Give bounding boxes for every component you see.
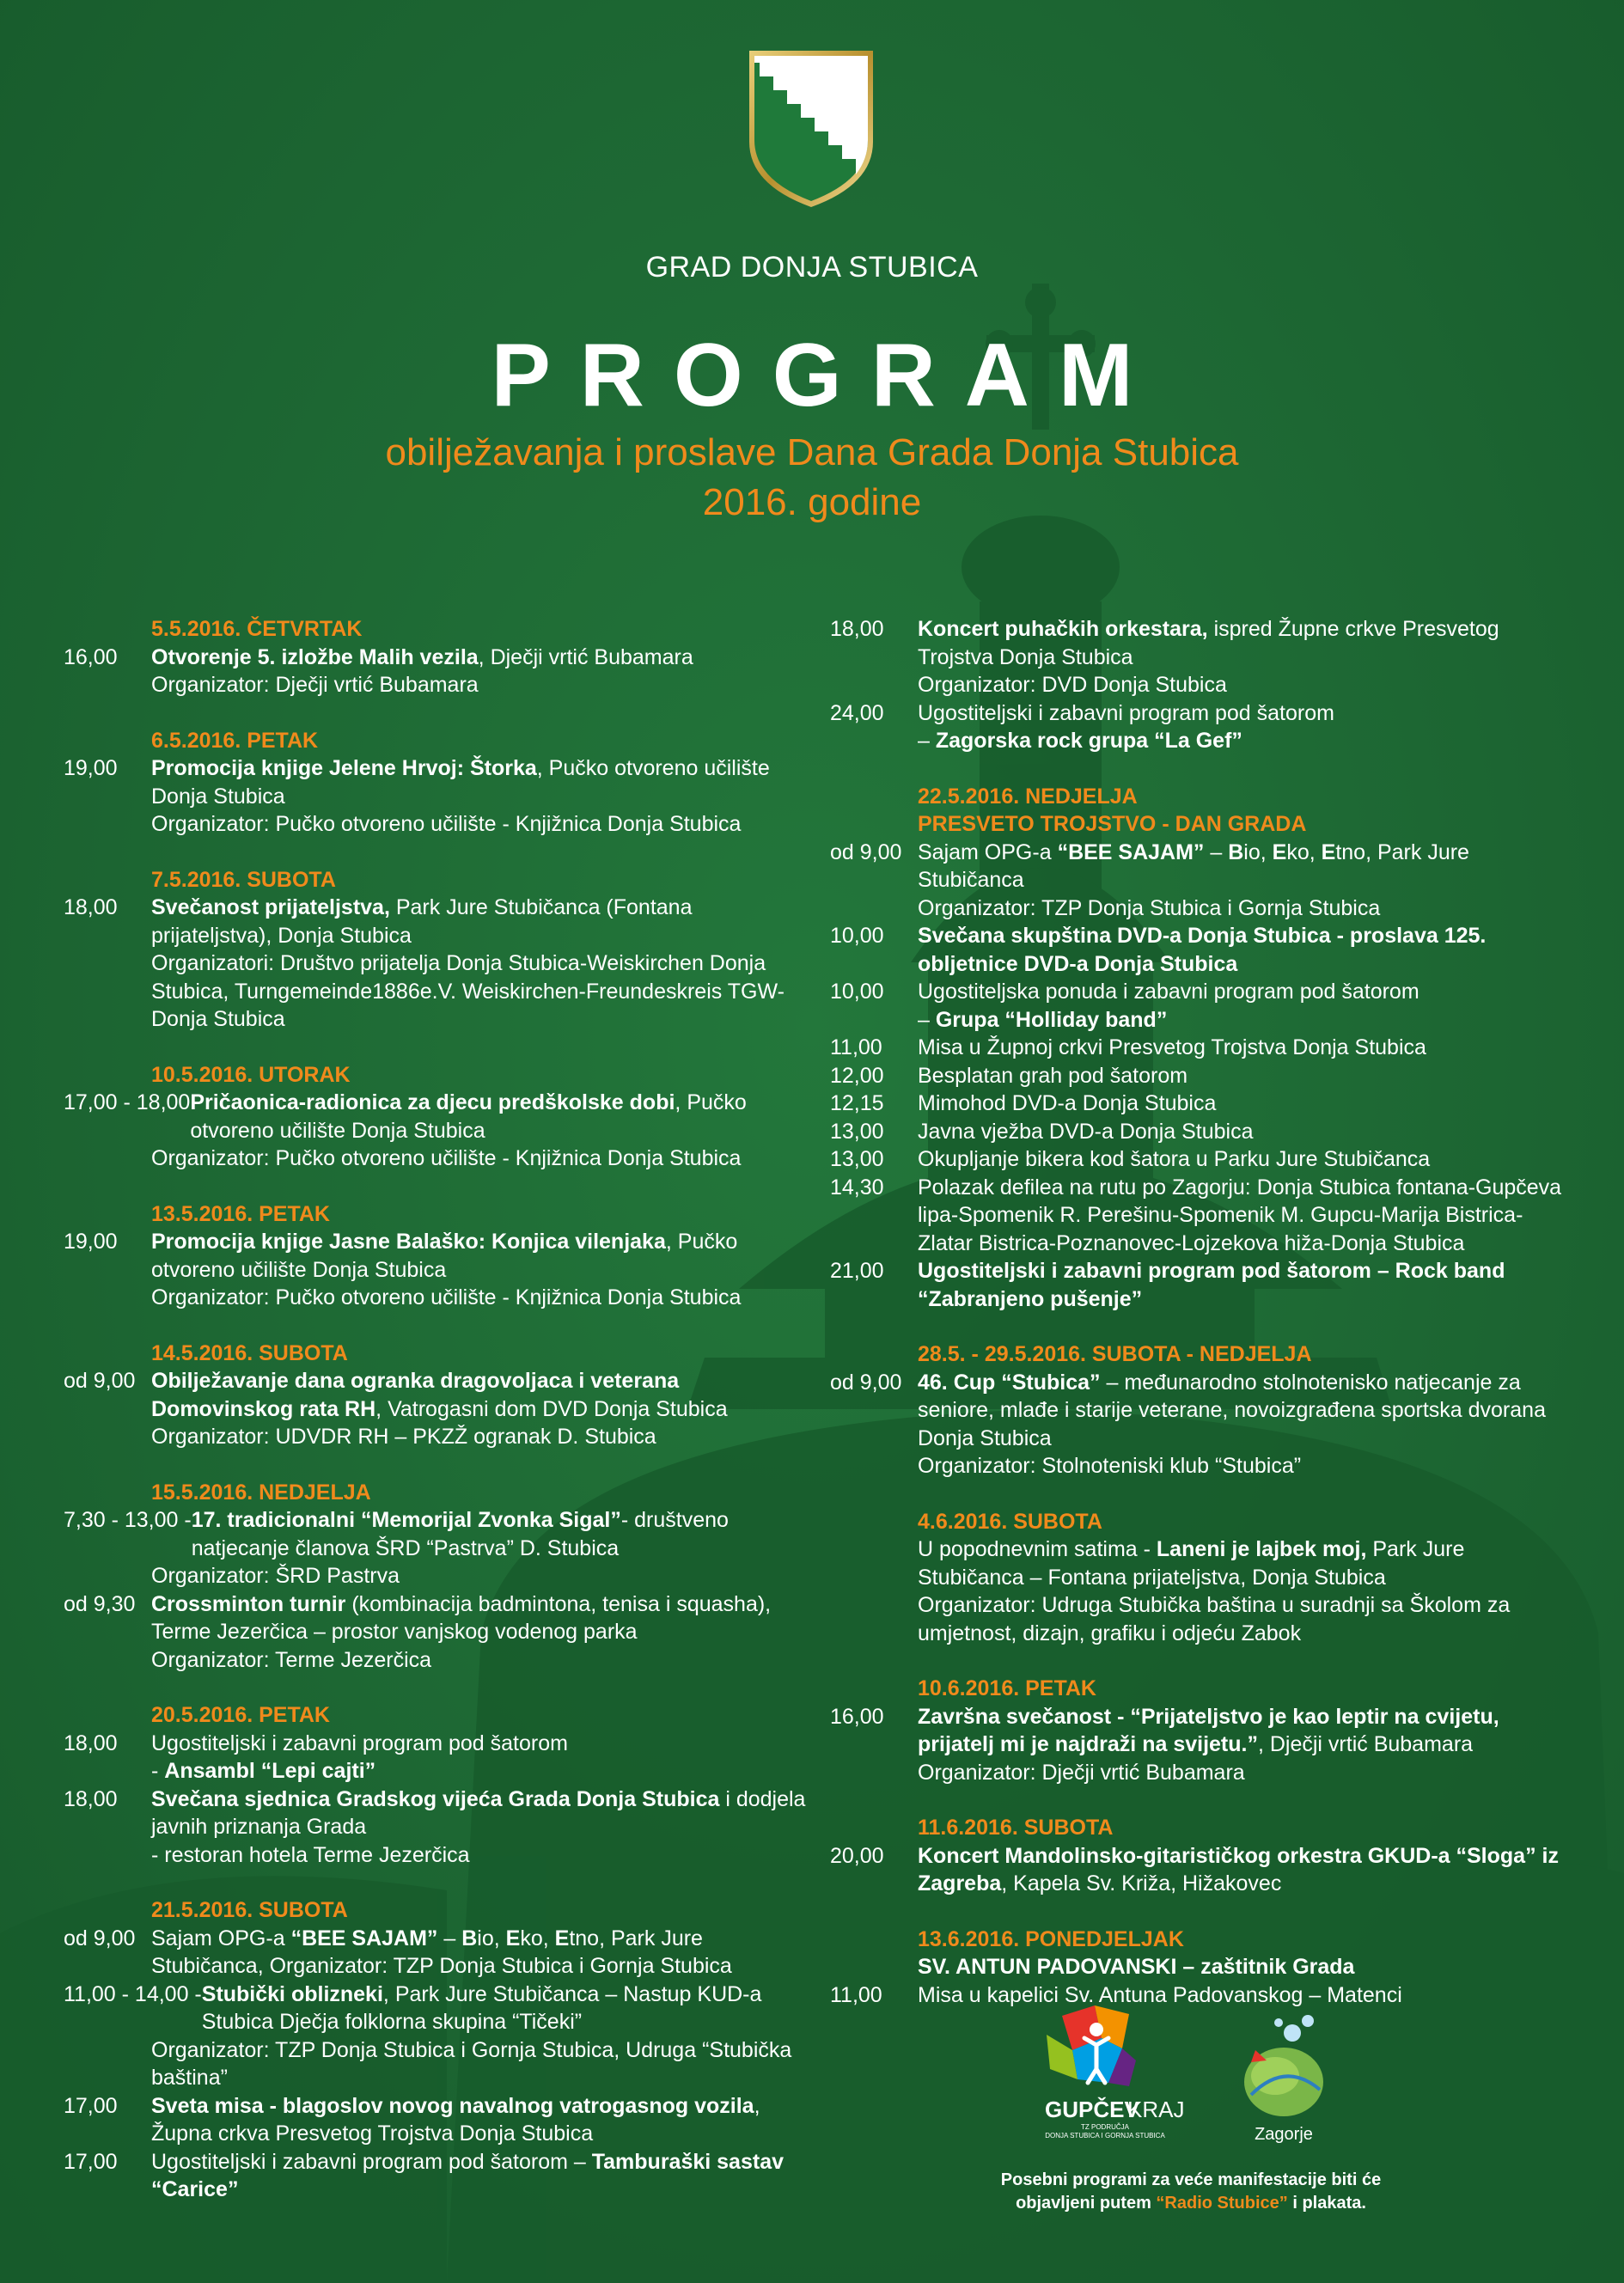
schedule-event <box>64 1590 811 1675</box>
event-description: Sajam OPG-a “BEE SAJAM” – Bio, Eko, Etno, Park Jure Stubičanca <box>918 839 1469 892</box>
event-detail: Organizator: DVD Donja Stubica <box>918 673 1227 697</box>
event-time: 14,30 <box>830 1175 884 1199</box>
schedule-event <box>830 978 1569 1034</box>
event-time: 10,00 <box>830 924 884 948</box>
event-row <box>64 644 811 672</box>
event-row <box>64 1590 811 1646</box>
event-time: 16,00 <box>830 1704 884 1729</box>
gupcev-logo-tag-1: TZ PODRUČJA <box>1081 2123 1129 2131</box>
event-date: 11.6.2016. SUBOTA <box>918 1816 1114 1840</box>
event-time: 11,00 <box>830 1035 882 1059</box>
event-time: 10,00 <box>830 980 884 1004</box>
event-description: Ugostiteljski i zabavni program pod šatorom <box>151 1731 568 1755</box>
event-description: Promocija knjige Jelene Hrvoj: Štorka, Pučko otvoreno učilište Donja Stubica <box>151 756 770 809</box>
event-description: Okupljanje bikera kod šatora u Parku Jure Stubičanca <box>918 1147 1431 1171</box>
schedule-event <box>830 1369 1569 1480</box>
event-description: Promocija knjige Jasne Balaško: Konjica vilenjaka, Pučko otvoreno učilište Donja Stubica <box>151 1230 738 1282</box>
event-row <box>830 1034 1569 1062</box>
event-row <box>830 839 1569 894</box>
event-detail: Organizator: Pučko otvoreno učilište - Knjižnica Donja Stubica <box>151 812 742 836</box>
event-time: od 9,00 <box>64 1369 136 1393</box>
schedule-event <box>64 754 811 839</box>
schedule-event <box>64 1506 811 1590</box>
event-time: 17,00 <box>64 2093 118 2118</box>
event-detail: Organizator: Pučko otvoreno učilište - Knjižnica Donja Stubica <box>151 1146 742 1170</box>
event-time: 7,30 - 13,00 - <box>64 1508 192 1532</box>
event-detail: Organizator: UDVDR RH – PKZŽ ogranak D. Stubica <box>151 1425 656 1449</box>
event-description: Koncert puhačkih orkestara, ispred Župne crkve Presvetog Trojstva Donja Stubica <box>918 617 1499 669</box>
event-description: Svečana sjednica Gradskog vijeća Grada Donja Stubica i dodjela javnih priznanja Grada <box>151 1786 806 1839</box>
event-time: 19,00 <box>64 1230 118 1254</box>
event-row <box>830 1174 1569 1258</box>
event-time: 12,15 <box>830 1091 884 1115</box>
event-description: Ugostiteljski i zabavni program pod šatorom <box>918 700 1334 725</box>
event-row <box>830 1118 1569 1146</box>
event-row <box>830 1090 1569 1118</box>
event-detail: Organizator: TZP Donja Stubica i Gornja Stubica <box>918 895 1381 920</box>
event-row <box>830 1257 1569 1313</box>
event-row <box>830 1842 1569 1898</box>
event-date: 13.5.2016. PETAK <box>151 1201 330 1226</box>
event-description: Ugostiteljski i zabavni program pod šatorom – Rock band “Zabranjeno pušenje” <box>918 1259 1505 1311</box>
event-detail: – Zagorska rock grupa “La Gef” <box>918 729 1242 753</box>
event-time: 17,00 - 18,00 <box>64 1090 191 1114</box>
gupcev-kraj-logo <box>1045 2005 1184 2140</box>
gupcev-logo-tag-2: DONJA STUBICA I GORNJA STUBICA <box>1045 2132 1165 2140</box>
event-date: 13.6.2016. PONEDJELJAK <box>918 1926 1184 1951</box>
event-date: 4.6.2016. SUBOTA <box>918 1509 1102 1534</box>
event-date: 28.5. - 29.5.2016. SUBOTA - NEDJELJA <box>918 1342 1312 1366</box>
schedule-event <box>830 1257 1569 1313</box>
schedule-event <box>830 922 1569 978</box>
schedule-day <box>830 1926 1569 2010</box>
event-description: U popodnevnim satima - Laneni je lajbek moj, Park Jure Stubičanca – Fontana prijateljstva, Donja Stubica <box>918 1537 1465 1590</box>
event-time: 12,00 <box>830 1063 884 1088</box>
event-time: 11,00 <box>830 1982 882 2007</box>
schedule-day <box>64 1061 811 1173</box>
event-description: Sajam OPG-a “BEE SAJAM” – Bio, Eko, Etno, Park Jure Stubičanca, Organizator: TZP Donja Stubica i Gornja Stubica <box>151 1926 732 1978</box>
schedule-event <box>830 699 1569 755</box>
event-row <box>830 699 1569 728</box>
schedule-event <box>64 1089 811 1173</box>
schedule-event <box>830 1090 1569 1118</box>
zagorje-logo-text: Zagorje <box>1255 2125 1313 2144</box>
schedule-event <box>830 1145 1569 1174</box>
schedule-day <box>64 1479 811 1675</box>
event-row <box>830 922 1569 978</box>
footer-line-2-post: i plakata. <box>1287 2194 1366 2213</box>
event-detail: Organizator: Dječji vrtić Bubamara <box>151 673 479 697</box>
footer-line-1: Posebni programi za veće manifestacije biti će <box>1000 2170 1382 2189</box>
gupcev-logo-suffix: KRAJ <box>1127 2097 1185 2122</box>
event-time: 18,00 <box>64 1786 118 1811</box>
schedule-event <box>64 2148 811 2204</box>
event-description: Pričaonica-radionica za djecu predškolske dobi, Pučko otvoreno učilište Donja Stubica <box>190 1090 747 1143</box>
schedule-event <box>830 1118 1569 1146</box>
event-time: 21,00 <box>830 1259 884 1283</box>
zagorje-logo <box>1244 2015 1323 2144</box>
event-date: 6.5.2016. PETAK <box>151 728 319 753</box>
schedule-day <box>830 1340 1569 1480</box>
schedule-event <box>64 1228 811 1312</box>
schedule-day <box>830 783 1569 1314</box>
event-time: 19,00 <box>64 756 118 780</box>
event-description: Završna svečanost - “Prijateljstvo je kao leptir na cvijetu, prijatelj mi je najdraži na svijetu.”, Dječji vrtić Bubamara <box>918 1704 1499 1756</box>
event-row <box>64 1981 811 2036</box>
event-description: 17. tradicionalni “Memorijal Zvonka Sigal”- društveno natjecanje članova ŠRD “Pastrva” D. Stubica <box>191 1508 729 1560</box>
event-time: 17,00 <box>64 2149 118 2174</box>
event-detail: Organizator: Pučko otvoreno učilište - Knjižnica Donja Stubica <box>151 1285 742 1309</box>
event-detail: Organizator: ŠRD Pastrva <box>151 1564 400 1588</box>
schedule-event <box>830 1842 1569 1898</box>
event-subtitle: SV. ANTUN PADOVANSKI – zaštitnik Grada <box>918 1955 1355 1979</box>
schedule-event <box>830 1703 1569 1787</box>
schedule-right-column <box>830 615 1569 2036</box>
event-description: Mimohod DVD-a Donja Stubica <box>918 1091 1217 1115</box>
schedule-day <box>830 1508 1569 1648</box>
event-description: Besplatan grah pod šatorom <box>918 1063 1188 1088</box>
footer-line-2-pre: objavljeni putem <box>1016 2194 1157 2213</box>
event-row <box>64 1730 811 1758</box>
gupcev-logo-text: GUPČEV <box>1045 2097 1139 2122</box>
event-description: Misa u Župnoj crkvi Presvetog Trojstva Donja Stubica <box>918 1035 1426 1059</box>
event-date: 15.5.2016. NEDJELJA <box>151 1480 371 1505</box>
event-description: Sveta misa - blagoslov novog navalnog vatrogasnog vozila, Župna crkva Presvetog Trojstva Donja Stubica <box>151 2093 760 2146</box>
schedule-day <box>64 866 811 1034</box>
schedule-day <box>830 1675 1569 1786</box>
footer-line-2 <box>950 2192 1432 2215</box>
event-time: 20,00 <box>830 1843 884 1868</box>
schedule-event <box>830 839 1569 923</box>
event-time <box>830 1535 918 1591</box>
city-coat-of-arms-icon <box>746 47 876 211</box>
event-row <box>64 1367 811 1423</box>
page-title: PROGRAM <box>491 326 1163 425</box>
schedule-event <box>64 644 811 699</box>
event-detail: Organizator: Dječji vrtić Bubamara <box>918 1760 1245 1785</box>
event-description: 46. Cup “Stubica” – međunarodno stolnotenisko natjecanje za seniore, mlađe i starije veterane, novoizgrađena sportska dvorana Donja Stubica <box>918 1370 1546 1450</box>
event-time: od 9,30 <box>64 1591 136 1616</box>
schedule-day <box>64 1200 811 1312</box>
event-description: Koncert Mandolinsko-gitarističkog orkestra GKUD-a “Sloga” iz Zagreba, Kapela Sv. Križa, Hižakovec <box>918 1843 1559 1895</box>
event-row <box>64 1089 811 1145</box>
event-row <box>830 978 1569 1006</box>
event-detail: - restoran hotela Terme Jezerčica <box>151 1842 470 1867</box>
event-date: 5.5.2016. ČETVRTAK <box>151 617 363 641</box>
event-row <box>830 615 1569 671</box>
schedule-event <box>830 1174 1569 1258</box>
event-description: Ugostiteljski i zabavni program pod šatorom – Tamburaški sastav “Carice” <box>151 2149 785 2201</box>
page-subtitle <box>0 428 1624 528</box>
event-description: Polazak defilea na rutu po Zagorju: Donja Stubica fontana-Gupčeva lipa-Spomenik R. Perešinu-Spomenik M. Gupcu-Marija Bistrica-Zlatar Bistrica-Poznanovec-Lojzekova hiža-Donja Stubica <box>918 1175 1562 1255</box>
event-detail: - Ansambl “Lepi cajti” <box>151 1759 376 1783</box>
schedule-day <box>64 1701 811 1869</box>
event-description: Crossminton turnir (kombinacija badmintona, tenisa i squasha), Terme Jezerčica – prostor vanjskog vodenog parka <box>151 1591 772 1644</box>
event-row <box>64 754 811 810</box>
radio-stubice-highlight: “Radio Stubice” <box>1156 2194 1288 2213</box>
event-date: 14.5.2016. SUBOTA <box>151 1340 348 1365</box>
event-date: 20.5.2016. PETAK <box>151 1703 330 1727</box>
event-detail: – Grupa “Holliday band” <box>918 1007 1168 1032</box>
event-subtitle: PRESVETO TROJSTVO - DAN GRADA <box>918 812 1307 836</box>
event-description: Obilježavanje dana ogranka dragovoljaca i veterana Domovinskog rata RH, Vatrogasni dom DVD Donja Stubica <box>151 1369 728 1421</box>
event-detail: Organizator: TZP Donja Stubica i Gornja Stubica, Udruga “Stubička baština” <box>151 2037 792 2090</box>
event-description: Ugostiteljska ponuda i zabavni program pod šatorom <box>918 980 1419 1004</box>
city-name: GRAD DONJA STUBICA <box>645 251 979 284</box>
event-row <box>64 2148 811 2204</box>
subtitle-line-2: 2016. godine <box>702 481 922 523</box>
event-description: Misa u kapelici Sv. Antuna Padovanskog – Matenci <box>918 1982 1402 2007</box>
event-time: od 9,00 <box>830 839 902 864</box>
event-time: 18,00 <box>64 1731 118 1755</box>
event-detail: Organizator: Terme Jezerčica <box>151 1647 432 1672</box>
schedule-day <box>64 1340 811 1451</box>
event-description: Svečanost prijateljstva, Park Jure Stubičanca (Fontana prijateljstva), Donja Stubica <box>151 895 693 948</box>
event-row <box>830 1703 1569 1759</box>
schedule-day <box>64 727 811 839</box>
schedule-event <box>64 1367 811 1451</box>
schedule-day-continued <box>830 615 1569 755</box>
schedule-event <box>64 1981 811 2092</box>
schedule-day <box>64 1896 811 2204</box>
schedule-event <box>64 1925 811 1981</box>
event-time: 13,00 <box>830 1119 884 1144</box>
schedule-event <box>830 1062 1569 1090</box>
schedule-left-column <box>64 615 811 2231</box>
event-description: Javna vježba DVD-a Donja Stubica <box>918 1119 1254 1144</box>
schedule-event <box>64 1786 811 1870</box>
schedule-event <box>830 615 1569 699</box>
schedule-event <box>64 2092 811 2148</box>
event-time: od 9,00 <box>64 1926 136 1950</box>
event-time: 13,00 <box>830 1147 884 1171</box>
event-date: 7.5.2016. SUBOTA <box>151 867 336 892</box>
schedule-event <box>64 894 811 1034</box>
subtitle-line-1: obilježavanja i proslave Dana Grada Donja Stubica <box>385 431 1239 473</box>
event-time: 18,00 <box>64 895 118 919</box>
event-row <box>64 894 811 949</box>
event-row <box>64 1228 811 1284</box>
event-description: Svečana skupština DVD-a Donja Stubica - proslava 125. obljetnice DVD-a Donja Stubica <box>918 924 1487 976</box>
event-time: 16,00 <box>64 644 118 669</box>
event-description: Otvorenje 5. izložbe Malih vezila, Dječji vrtić Bubamara <box>151 644 693 669</box>
event-row <box>830 1062 1569 1090</box>
event-time: od 9,00 <box>830 1370 902 1395</box>
event-row <box>64 1786 811 1841</box>
event-detail: Organizator: Udruga Stubička baština u suradnji sa Školom za umjetnost, dizajn, grafiku i odjeću Zabok <box>918 1593 1511 1645</box>
schedule-event <box>64 1730 811 1786</box>
schedule-day <box>830 1814 1569 1898</box>
event-time: 18,00 <box>830 617 884 641</box>
schedule-day <box>64 615 811 699</box>
event-row <box>830 1535 1569 1591</box>
event-row <box>830 1369 1569 1453</box>
sponsor-logos <box>1028 2000 1354 2155</box>
event-row <box>64 2092 811 2148</box>
event-date: 10.5.2016. UTORAK <box>151 1062 351 1087</box>
event-date: 10.6.2016. PETAK <box>918 1676 1096 1700</box>
event-row <box>830 1145 1569 1174</box>
event-date: 21.5.2016. SUBOTA <box>151 1898 348 1922</box>
schedule-event <box>830 1535 1569 1647</box>
event-description: Stubički oblizneki, Park Jure Stubičanca – Nastup KUD-a Stubica Dječja folklorna skupina “Tičeki” <box>201 1981 762 2034</box>
event-time: 11,00 - 14,00 - <box>64 1981 202 2006</box>
event-row <box>64 1506 811 1562</box>
schedule-event <box>830 1034 1569 1062</box>
event-time: 24,00 <box>830 700 884 725</box>
event-detail: Organizator: Stolnoteniski klub “Stubica” <box>918 1454 1302 1478</box>
event-date: 22.5.2016. NEDJELJA <box>918 784 1138 809</box>
footer-note <box>950 2169 1432 2215</box>
event-row <box>64 1925 811 1981</box>
event-detail: Organizatori: Društvo prijatelja Donja Stubica-Weiskirchen Donja Stubica, Turngemeinde1886e.V. Weiskirchen-Freundeskreis TGW-Donja Stubica <box>151 951 785 1031</box>
